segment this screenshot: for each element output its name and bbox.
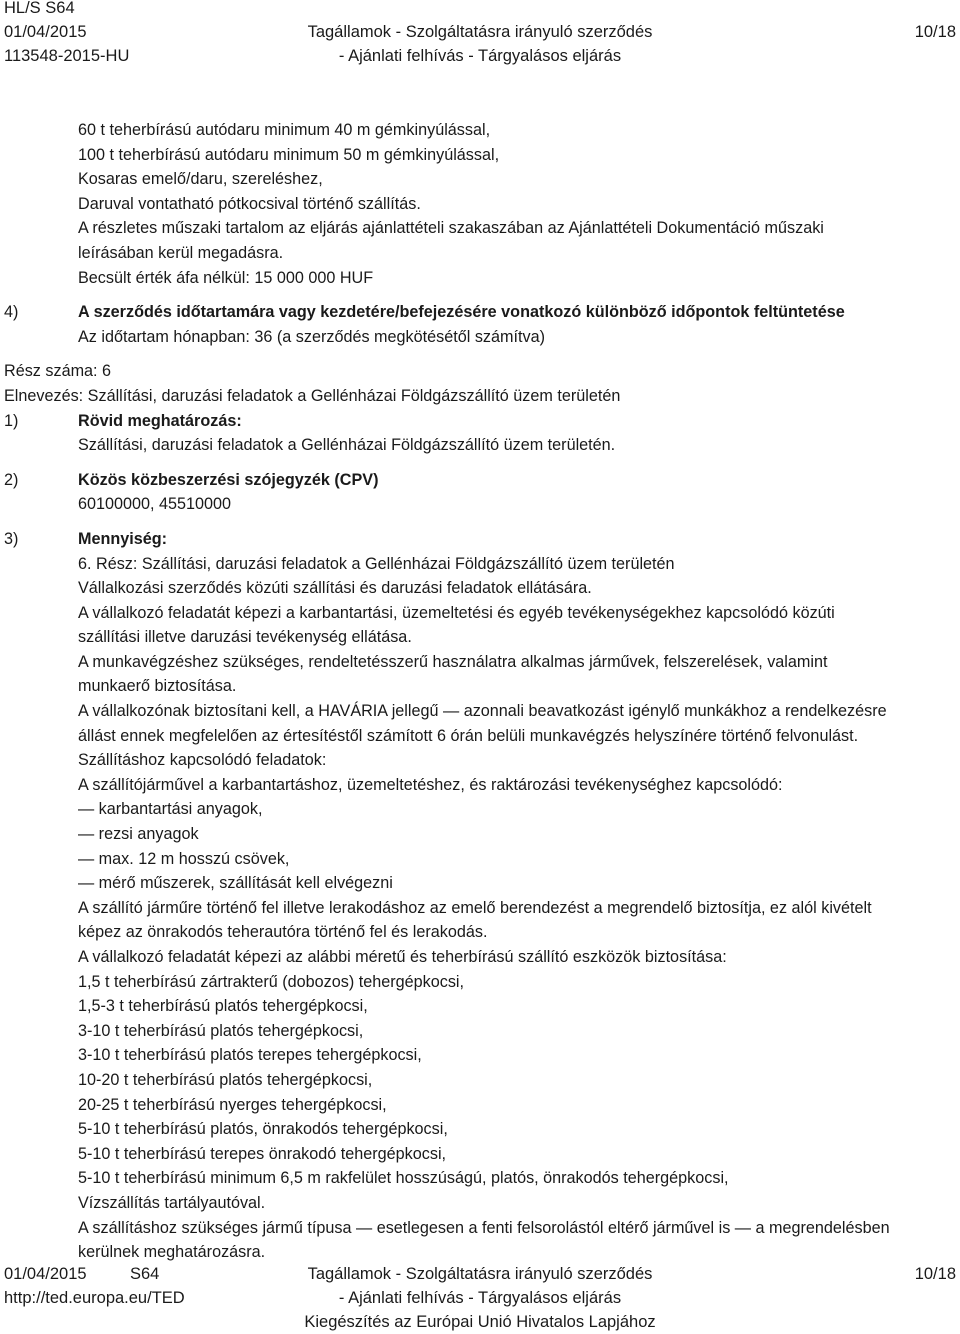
journal-id: HL/S S64 bbox=[4, 0, 75, 17]
text-line: leírásában kerül megadásra. bbox=[78, 243, 284, 262]
section-number: 4) bbox=[4, 303, 19, 322]
header-page-number: 10/18 bbox=[914, 23, 956, 41]
vehicle-item: 5-10 t teherbírású minimum 6,5 m rakfelület hosszúságú, platós, önrakodós tehergépkocsi, bbox=[78, 1169, 729, 1188]
text-line: 100 t teherbírású autódaru minimum 50 m gémkinyúlással, bbox=[78, 145, 500, 164]
item-number: 2) bbox=[4, 470, 19, 489]
text-line: 6. Rész: Szállítási, daruzási feladatok a Gellénházai Földgázszállító üzem területén bbox=[78, 554, 675, 573]
duration-text: Az időtartam hónapban: 36 (a szerződés megkötésétől számítva) bbox=[78, 327, 545, 346]
item-number: 1) bbox=[4, 411, 19, 430]
text-line: 60 t teherbírású autódaru minimum 40 m gémkinyúlással, bbox=[78, 121, 491, 139]
text-line: Daruval vontatható pótkocsival történő szállítás. bbox=[78, 194, 421, 213]
document-body bbox=[4, 118, 958, 1265]
text-line: A vállalkozó feladatát képezi a karbantartási, üzemeltetési és egyéb tevékenységekhez kapcsolódó közúti bbox=[78, 603, 835, 622]
vehicle-item: 1,5-3 t teherbírású platós tehergépkocsi, bbox=[78, 997, 368, 1016]
header-doc-id: 113548-2015-HU bbox=[4, 47, 130, 65]
vehicle-item: 1,5 t teherbírású zártrakterű (dobozos) tehergépkocsi, bbox=[78, 972, 465, 991]
item-3-heading-row bbox=[4, 527, 958, 552]
text-line: Kosaras emelő/daru, szereléshez, bbox=[78, 170, 323, 189]
list-item: — max. 12 m hosszú csövek, bbox=[78, 849, 290, 868]
vehicle-item: 10-20 t teherbírású platós tehergépkocsi, bbox=[78, 1070, 373, 1089]
footer-date: 01/04/2015 bbox=[4, 1265, 87, 1283]
vehicle-item: 5-10 t teherbírású platós, önrakodós tehergépkocsi, bbox=[78, 1120, 448, 1139]
item-2-heading-row bbox=[4, 468, 958, 493]
text-line: A vállalkozó feladatát képezi az alábbi méretű és teherbírású szállító eszközök biztosítása: bbox=[78, 948, 727, 966]
footer-page-number: 10/18 bbox=[914, 1265, 956, 1283]
vehicle-item: 20-25 t teherbírású nyerges tehergépkocsi, bbox=[78, 1095, 387, 1114]
section-heading: A szerződés időtartamára vagy kezdetére/befejezésére vonatkozó különböző időpontok feltüntetése bbox=[78, 303, 845, 322]
header-title-line1: Tagállamok - Szolgáltatásra irányuló szerződés bbox=[307, 23, 653, 41]
text-line: Vállalkozási szerződés közúti szállítási és daruzási feladatok ellátására. bbox=[78, 579, 592, 598]
item-heading: Közös közbeszerzési szójegyzék (CPV) bbox=[78, 470, 379, 489]
text-line: munkaerő biztosítása. bbox=[78, 677, 237, 696]
header-title-line2: - Ajánlati felhívás - Tárgyalásos eljárás bbox=[338, 47, 622, 65]
list-item: — karbantartási anyagok, bbox=[78, 800, 263, 819]
footer-series: S64 bbox=[130, 1265, 160, 1283]
text-line: állást ennek megfelelően az értesítéstől számított 6 órán belüli munkavégzés helyszínére történő felvonulást. bbox=[78, 726, 859, 745]
quantity-text-block bbox=[4, 552, 958, 1265]
vehicle-item: 3-10 t teherbírású platós terepes tehergépkocsi, bbox=[78, 1046, 422, 1065]
text-line: A szállító járműre történő fel illetve lerakodáshoz az emelő berendezést a megrendelő biztosítja, ez alól kivételt bbox=[78, 898, 872, 917]
footer-title-line2: - Ajánlati felhívás - Tárgyalásos eljárás bbox=[338, 1289, 622, 1307]
list-item: — rezsi anyagok bbox=[78, 825, 199, 844]
section-4-heading-row bbox=[4, 300, 958, 325]
vehicle-item: 3-10 t teherbírású platós tehergépkocsi, bbox=[78, 1021, 364, 1040]
item-1-heading-row bbox=[4, 409, 958, 434]
item-number: 3) bbox=[4, 529, 19, 548]
text-line: A vállalkozónak biztosítani kell, a HAVÁRIA jellegű — azonnali beavatkozást igénylő munkákhoz a rendelkezésre bbox=[78, 702, 887, 721]
cpv-codes: 60100000, 45510000 bbox=[78, 495, 232, 514]
ted-link[interactable]: http://ted.europa.eu/TED bbox=[4, 1289, 185, 1307]
estimated-value: Becsült érték áfa nélkül: 15 000 000 HUF bbox=[78, 268, 374, 287]
list-item: — mérő műszerek, szállítását kell elvégezni bbox=[78, 874, 393, 893]
text-line: A részletes műszaki tartalom az eljárás ajánlattételi szakaszában az Ajánlattételi Dokumentáció műszaki bbox=[78, 219, 824, 238]
text-line: képez az önrakodós teherautóra történő fel és lerakodás. bbox=[78, 923, 488, 942]
part-number: Rész száma: 6 bbox=[4, 362, 112, 381]
vehicle-item: 5-10 t teherbírású terepes önrakodó tehergépkocsi, bbox=[78, 1144, 447, 1163]
text-line: Szállításhoz kapcsolódó feladatok: bbox=[78, 751, 327, 770]
text-line: kerülnek meghatározásra. bbox=[78, 1243, 266, 1262]
footer-supplement: Kiegészítés az Európai Unió Hivatalos Lapjához bbox=[304, 1313, 656, 1331]
item-heading: Rövid meghatározás: bbox=[78, 411, 242, 430]
item-1-text: Szállítási, daruzási feladatok a Gellénházai Földgázszállító üzem területén. bbox=[78, 436, 616, 455]
footer-title-line1: Tagállamok - Szolgáltatásra irányuló szerződés bbox=[307, 1265, 653, 1283]
text-line: A munkavégzéshez szükséges, rendeltetésszerű használatra alkalmas járművek, felszerelések, valamint bbox=[78, 652, 828, 671]
text-line: A szállítójárművel a karbantartáshoz, üzemeltetéshez, és raktározási tevékenységhez kapcsolódó: bbox=[78, 775, 783, 794]
text-line: A szállításhoz szükséges jármű típusa — esetlegesen a fenti felsorolástól eltérő járművel is — a megrendelésben bbox=[78, 1218, 890, 1237]
part-name: Elnevezés: Szállítási, daruzási feladatok a Gellénházai Földgázszállító üzem területén bbox=[4, 386, 621, 405]
header-date: 01/04/2015 bbox=[4, 23, 87, 41]
item-heading: Mennyiség: bbox=[78, 529, 168, 548]
vehicle-item: Vízszállítás tartályautóval. bbox=[78, 1193, 266, 1212]
text-line: szállítási illetve daruzási tevékenység ellátása. bbox=[78, 628, 412, 647]
